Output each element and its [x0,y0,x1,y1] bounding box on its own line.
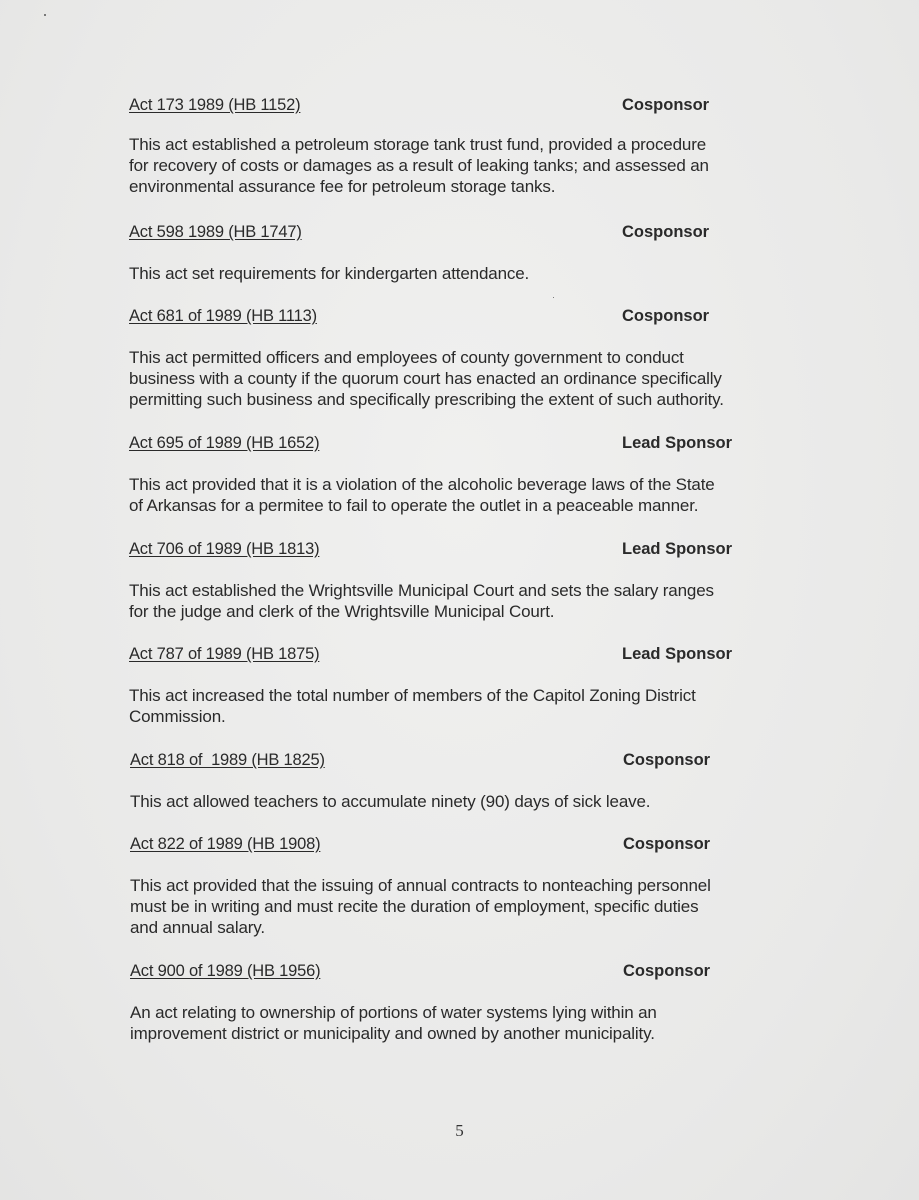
act-description [130,875,810,938]
description-line: This act increased the total number of members of the Capitol Zoning District [129,686,696,705]
description-line: improvement district or municipality and owned by another municipality. [130,1024,655,1043]
description-line: This act established a petroleum storage tank trust fund, provided a procedure [129,135,707,154]
description-line: for the judge and clerk of the Wrightsville Municipal Court. [129,602,555,621]
act-header [129,306,809,328]
act-entry [130,961,810,1044]
sponsor-role: Lead Sponsor [622,540,733,558]
act-entry [129,539,809,622]
act-entry [129,306,809,410]
description-line: and annual salary. [130,918,265,937]
page-number: 5 [455,1121,464,1140]
act-description [129,580,809,622]
act-title: Act 598 1989 (HB 1747) [129,223,302,241]
scan-speck [553,297,554,298]
sponsor-role: Cosponsor [622,96,710,114]
act-header [129,644,809,666]
act-description [130,791,810,812]
act-title: Act 900 of 1989 (HB 1956) [130,962,321,980]
description-line: business with a county if the quorum court has enacted an ordinance specifically [129,369,722,388]
act-entry [129,433,809,516]
sponsor-role: Cosponsor [623,962,711,980]
sponsor-role: Lead Sponsor [622,645,733,663]
description-line: permitting such business and specifically prescribing the extent of such authority. [129,390,724,409]
act-title: Act 818 of 1989 (HB 1825) [130,751,325,769]
act-header [129,95,809,117]
act-description [129,685,809,727]
act-description [130,1002,810,1044]
act-header [130,834,810,856]
sponsor-role: Lead Sponsor [622,434,733,452]
act-entry [130,834,810,938]
sponsor-role: Cosponsor [622,307,710,325]
act-header [129,433,809,455]
sponsor-role: Cosponsor [623,835,711,853]
description-line: This act provided that the issuing of annual contracts to nonteaching personnel [130,876,711,895]
act-header [130,750,810,772]
description-line: This act established the Wrightsville Municipal Court and sets the salary ranges [129,581,714,600]
act-header [130,961,810,983]
act-title: Act 822 of 1989 (HB 1908) [130,835,321,853]
act-description [129,474,809,516]
description-line: must be in writing and must recite the duration of employment, specific duties [130,897,699,916]
description-line: Commission. [129,707,226,726]
description-line: environmental assurance fee for petroleum storage tanks. [129,177,556,196]
act-title: Act 173 1989 (HB 1152) [129,96,301,114]
act-title: Act 706 of 1989 (HB 1813) [129,540,320,558]
act-entry [129,95,809,197]
act-entry [130,750,810,812]
description-line: of Arkansas for a permitee to fail to operate the outlet in a peaceable manner. [129,496,699,515]
act-entry [129,644,809,727]
act-title: Act 695 of 1989 (HB 1652) [129,434,320,452]
description-line: for recovery of costs or damages as a result of leaking tanks; and assessed an [129,156,709,175]
sponsor-role: Cosponsor [623,751,711,769]
scan-speck [44,14,46,16]
act-entry [129,222,809,284]
act-header [129,539,809,561]
act-description [129,263,809,284]
act-title: Act 681 of 1989 (HB 1113) [129,307,317,325]
act-title: Act 787 of 1989 (HB 1875) [129,645,320,663]
act-description [129,134,809,197]
description-line: An act relating to ownership of portions of water systems lying within an [130,1003,657,1022]
description-line: This act set requirements for kindergarten attendance. [129,264,530,283]
sponsor-role: Cosponsor [622,223,710,241]
act-description [129,347,809,410]
description-line: This act provided that it is a violation of the alcoholic beverage laws of the State [129,475,715,494]
description-line: This act allowed teachers to accumulate ninety (90) days of sick leave. [130,792,651,811]
description-line: This act permitted officers and employees of county government to conduct [129,348,684,367]
act-header [129,222,809,244]
